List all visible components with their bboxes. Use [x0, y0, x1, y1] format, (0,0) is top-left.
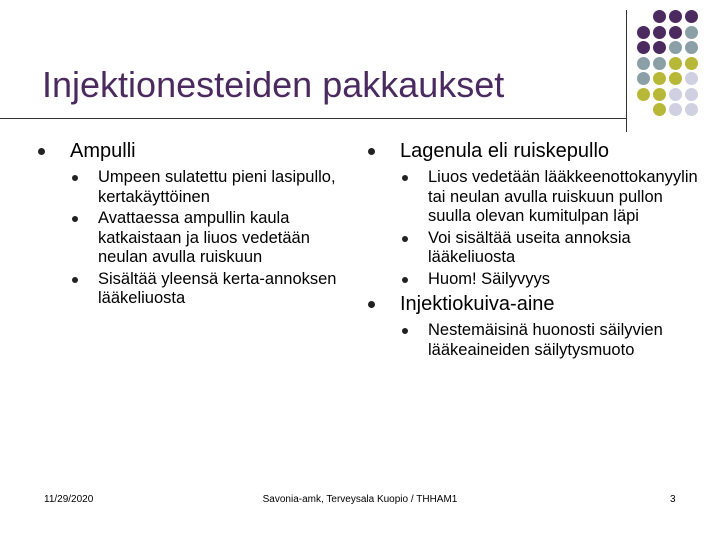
sub-bullet — [368, 229, 698, 268]
footer-organization: Savonia-amk, Terveysala Kuopio / THHAM1 — [262, 494, 458, 505]
sub-bullet-text: Nestemäisinä huonosti säilyvien lääkeaineiden säilytysmuoto — [428, 321, 663, 359]
sub-bullet — [38, 270, 338, 309]
dot-icon — [653, 10, 666, 23]
dot-icon — [653, 41, 666, 54]
sub-bullet-dot-icon — [402, 328, 408, 334]
dot-icon — [685, 72, 698, 85]
sub-bullet — [368, 321, 698, 360]
dot-icon — [637, 72, 650, 85]
bullet-dot-icon — [368, 148, 375, 155]
title-underline — [0, 118, 626, 119]
sub-bullet-dot-icon — [72, 175, 78, 181]
dot-icon — [637, 41, 650, 54]
slide-number: 3 — [670, 494, 676, 505]
left-column — [38, 138, 338, 311]
dot-icon — [669, 10, 682, 23]
dot-icon — [669, 26, 682, 39]
bullet-injektiokuiva-aine — [368, 291, 698, 317]
sub-bullet-text: Umpeen sulatettu pieni lasipullo, kertakäyttöinen — [98, 168, 336, 206]
sub-bullet-text: Sisältää yleensä kerta-annoksen lääkeliuosta — [98, 269, 337, 307]
bullet-text: Ampulli — [70, 140, 136, 162]
sub-bullet-text: Liuos vedetään lääkkeenottokanyylin tai neulan avulla ruiskuun pullon suulla olevan kumitulpan läpi — [428, 168, 698, 225]
dot-icon — [685, 88, 698, 101]
sub-bullet-dot-icon — [402, 277, 408, 283]
dot-icon — [669, 41, 682, 54]
dot-icon — [669, 72, 682, 85]
dot-icon — [653, 57, 666, 70]
sub-bullet — [38, 209, 338, 268]
dot-icon — [685, 103, 698, 116]
dot-icon — [637, 57, 650, 70]
right-column — [368, 138, 698, 362]
sub-bullet-dot-icon — [72, 277, 78, 283]
dot-icon — [685, 26, 698, 39]
footer-date: 11/29/2020 — [44, 494, 94, 505]
sub-bullet-text: Huom! Säilyvyys — [428, 269, 550, 288]
dot-icon — [653, 88, 666, 101]
bullet-lagenula — [368, 138, 698, 164]
dot-icon — [669, 103, 682, 116]
sub-bullet-dot-icon — [72, 216, 78, 222]
dot-icon — [669, 57, 682, 70]
dot-icon — [685, 10, 698, 23]
dot-icon — [653, 26, 666, 39]
sub-bullet-text: Avattaessa ampullin kaula katkaistaan ja liuos vedetään neulan avulla ruiskuun — [98, 209, 310, 266]
slide-title: Injektionesteiden pakkaukset — [42, 64, 505, 105]
sub-bullet — [368, 168, 698, 227]
bullet-dot-icon — [38, 148, 45, 155]
decorative-dot-grid — [637, 10, 720, 120]
sub-bullet-dot-icon — [402, 236, 408, 242]
sub-bullet-dot-icon — [402, 175, 408, 181]
bullet-dot-icon — [368, 301, 375, 308]
sub-bullet-text: Voi sisältää useita annoksia lääkeliuosta — [428, 228, 631, 266]
bullet-ampulli — [38, 138, 338, 164]
dot-icon — [669, 88, 682, 101]
dot-icon — [637, 26, 650, 39]
bullet-text: Lagenula eli ruiskepullo — [400, 140, 610, 162]
dot-icon — [653, 103, 666, 116]
dot-icon — [653, 72, 666, 85]
vertical-divider — [626, 10, 627, 132]
dot-icon — [685, 57, 698, 70]
sub-bullet — [38, 168, 338, 207]
sub-bullet — [368, 270, 698, 290]
dot-icon — [637, 88, 650, 101]
dot-icon — [685, 41, 698, 54]
bullet-text: Injektiokuiva-aine — [400, 293, 555, 315]
